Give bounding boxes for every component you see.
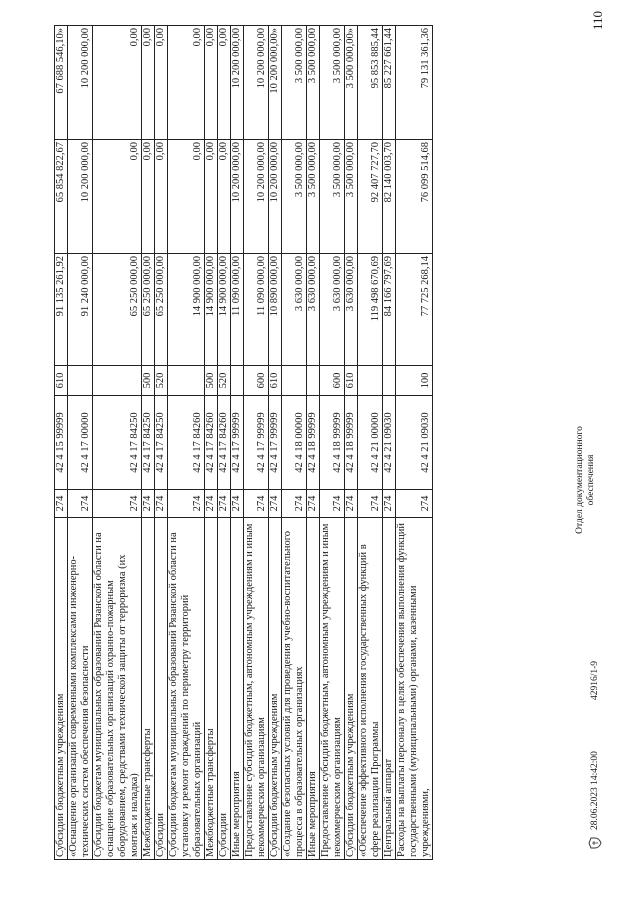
row-ved-code: 274 [155, 490, 168, 518]
row-name: Субсидии бюджетным учреждениям [55, 518, 68, 860]
row-amount-2025: 85 227 661,44 [383, 26, 396, 140]
row-amount-2023: 11 090 000,00 [231, 254, 244, 366]
row-name: Межбюджетные трансферты [205, 518, 218, 860]
row-ved-code: 274 [231, 490, 244, 518]
row-ved-code: 274 [320, 490, 345, 518]
row-name: Расходы на выплаты персоналу в целях обеспечения выполнения функций государственными (муниципальными) органами, казенными учреждениями, [396, 518, 433, 860]
row-name: Иные мероприятия [307, 518, 320, 860]
row-ved-code: 274 [55, 490, 68, 518]
row-name: Субсидии бюджетам муниципальных образований Рязанской области на оснащение образовательных организаций охранно-пожарным оборудованием, средствами технической защиты от терроризма (их монтаж и наладка) [93, 518, 142, 860]
row-expense-type [68, 366, 93, 396]
row-ved-code: 274 [142, 490, 155, 518]
row-amount-2025: 0,00 [168, 26, 205, 140]
row-amount-2025: 0,00 [218, 26, 231, 140]
row-target-article: 42 4 18 99999 [320, 396, 345, 490]
table-row [320, 26, 345, 860]
row-amount-2025: 0,00 [142, 26, 155, 140]
row-target-article: 42 4 15 99999 [55, 396, 68, 490]
row-amount-2023: 14 900 000,00 [205, 254, 218, 366]
row-name: Предоставление субсидий бюджетным, автономным учреждениям и иным некоммерческим организациям [320, 518, 345, 860]
row-target-article: 42 4 17 84260 [168, 396, 205, 490]
row-amount-2024: 76 099 514,68 [396, 140, 433, 254]
row-amount-2024: 3 500 000,00 [345, 140, 358, 254]
coat-of-arms-icon [588, 836, 602, 850]
row-target-article: 42 4 18 00000 [282, 396, 307, 490]
row-target-article: 42 4 21 09030 [396, 396, 433, 490]
row-amount-2023: 91 240 000,00 [68, 254, 93, 366]
row-amount-2024: 92 407 727,70 [358, 140, 383, 254]
row-ved-code: 274 [168, 490, 205, 518]
table-row [307, 26, 320, 860]
row-target-article: 42 4 17 84260 [218, 396, 231, 490]
row-ved-code: 274 [205, 490, 218, 518]
row-target-article: 42 4 17 84260 [205, 396, 218, 490]
table-row [168, 26, 205, 860]
budget-table-container [54, 26, 433, 860]
row-amount-2023: 3 630 000,00 [307, 254, 320, 366]
table-row [155, 26, 168, 860]
table-row [205, 26, 218, 860]
row-amount-2023: 65 250 000,00 [93, 254, 142, 366]
row-expense-type [168, 366, 205, 396]
row-ved-code: 274 [307, 490, 320, 518]
row-target-article: 42 4 17 99999 [244, 396, 269, 490]
row-target-article: 42 4 17 84250 [142, 396, 155, 490]
row-amount-2024: 3 500 000,00 [282, 140, 307, 254]
row-expense-type: 500 [205, 366, 218, 396]
row-name: «Оснащение организаций современными комплексами инженерно-технических систем обеспечения безопасности [68, 518, 93, 860]
table-row [68, 26, 93, 860]
row-amount-2023: 119 498 670,69 [358, 254, 383, 366]
row-amount-2024: 0,00 [155, 140, 168, 254]
table-row [383, 26, 396, 860]
row-name: Межбюджетные трансферты [142, 518, 155, 860]
budget-table [54, 25, 433, 860]
row-name: «Создание безопасных условий для проведения учебно-воспитательного процесса в образовательных организациях [282, 518, 307, 860]
row-target-article: 42 4 17 99999 [231, 396, 244, 490]
page-number: 110 [590, 10, 605, 30]
row-ved-code: 274 [358, 490, 383, 518]
row-expense-type: 100 [396, 366, 433, 396]
row-amount-2024: 0,00 [168, 140, 205, 254]
row-amount-2023: 65 250 000,00 [142, 254, 155, 366]
row-amount-2025: 0,00 [155, 26, 168, 140]
footer-doc-id: 42916/1-9 [590, 660, 600, 700]
row-amount-2025: 95 853 885,44 [358, 26, 383, 140]
row-amount-2025: 3 500 000,00 [307, 26, 320, 140]
row-expense-type [383, 366, 396, 396]
row-amount-2025: 0,00 [93, 26, 142, 140]
row-target-article: 42 4 17 84250 [93, 396, 142, 490]
row-ved-code: 274 [218, 490, 231, 518]
row-amount-2023: 3 630 000,00 [282, 254, 307, 366]
table-row [282, 26, 307, 860]
table-row [345, 26, 358, 860]
row-amount-2025: 10 200 000,00» [269, 26, 282, 140]
row-expense-type: 610 [345, 366, 358, 396]
row-target-article: 42 4 18 99999 [307, 396, 320, 490]
row-amount-2024: 10 200 000,00 [244, 140, 269, 254]
row-expense-type [93, 366, 142, 396]
row-expense-type [231, 366, 244, 396]
row-expense-type [307, 366, 320, 396]
row-expense-type: 520 [155, 366, 168, 396]
row-amount-2024: 10 200 000,00 [269, 140, 282, 254]
budget-table-body [55, 26, 433, 860]
row-amount-2024: 0,00 [93, 140, 142, 254]
row-amount-2024: 3 500 000,00 [320, 140, 345, 254]
row-amount-2023: 84 166 797,69 [383, 254, 396, 366]
row-amount-2025: 0,00 [205, 26, 218, 140]
row-name: Субсидии бюджетам муниципальных образований Рязанской области на установку и ремонт ограждений по периметру территорий образовательных организаций [168, 518, 205, 860]
row-amount-2025: 67 688 546,10» [55, 26, 68, 140]
row-amount-2025: 3 500 000,00 [282, 26, 307, 140]
table-row [244, 26, 269, 860]
row-amount-2024: 0,00 [205, 140, 218, 254]
row-target-article: 42 4 17 00000 [68, 396, 93, 490]
row-amount-2025: 3 500 000,00» [345, 26, 358, 140]
row-expense-type: 600 [320, 366, 345, 396]
row-ved-code: 274 [396, 490, 433, 518]
row-amount-2023: 65 250 000,00 [155, 254, 168, 366]
row-ved-code: 274 [244, 490, 269, 518]
row-amount-2024: 0,00 [218, 140, 231, 254]
row-name: Субсидии [155, 518, 168, 860]
row-name: Субсидии бюджетным учреждениям [269, 518, 282, 860]
row-expense-type: 600 [244, 366, 269, 396]
row-ved-code: 274 [282, 490, 307, 518]
row-amount-2024: 10 200 000,00 [68, 140, 93, 254]
row-amount-2023: 91 135 261,92 [55, 254, 68, 366]
row-amount-2023: 77 725 268,14 [396, 254, 433, 366]
row-ved-code: 274 [269, 490, 282, 518]
row-amount-2025: 10 200 000,00 [244, 26, 269, 140]
stamp-line-2: обеспечения [586, 454, 596, 506]
row-ved-code: 274 [93, 490, 142, 518]
row-expense-type [358, 366, 383, 396]
row-target-article: 42 4 17 99999 [269, 396, 282, 490]
stamp-line-1: Отдел документационного [575, 426, 585, 534]
row-target-article: 42 4 21 09030 [383, 396, 396, 490]
table-row [396, 26, 433, 860]
row-name: Предоставление субсидий бюджетным, автономным учреждениям и иным некоммерческим организациям [244, 518, 269, 860]
row-amount-2024: 10 200 000,00 [231, 140, 244, 254]
footer-date: 28.06.2023 14:42:00 [590, 751, 600, 830]
row-ved-code: 274 [383, 490, 396, 518]
page-footer [586, 450, 616, 850]
row-amount-2023: 14 900 000,00 [218, 254, 231, 366]
row-name: «Обеспечение эффективного исполнения государственных функций в сфере реализации Программы [358, 518, 383, 860]
row-name: Центральный аппарат [383, 518, 396, 860]
row-target-article: 42 4 17 84250 [155, 396, 168, 490]
row-amount-2024: 82 140 003,70 [383, 140, 396, 254]
table-row [142, 26, 155, 860]
row-amount-2023: 14 900 000,00 [168, 254, 205, 366]
row-amount-2023: 11 090 000,00 [244, 254, 269, 366]
row-amount-2025: 10 200 000,00 [231, 26, 244, 140]
row-expense-type: 610 [55, 366, 68, 396]
table-row [93, 26, 142, 860]
table-row [55, 26, 68, 860]
row-amount-2024: 65 854 822,67 [55, 140, 68, 254]
row-target-article: 42 4 21 00000 [358, 396, 383, 490]
row-ved-code: 274 [68, 490, 93, 518]
row-name: Иные мероприятия [231, 518, 244, 860]
table-row [218, 26, 231, 860]
row-expense-type: 610 [269, 366, 282, 396]
row-expense-type [282, 366, 307, 396]
row-amount-2023: 10 890 000,00 [269, 254, 282, 366]
row-name: Субсидии бюджетным учреждениям [345, 518, 358, 860]
table-row [358, 26, 383, 860]
row-expense-type: 500 [142, 366, 155, 396]
row-amount-2025: 10 200 000,00 [68, 26, 93, 140]
row-amount-2024: 3 500 000,00 [307, 140, 320, 254]
row-amount-2024: 0,00 [142, 140, 155, 254]
row-expense-type: 520 [218, 366, 231, 396]
row-amount-2023: 3 630 000,00 [345, 254, 358, 366]
table-row [269, 26, 282, 860]
row-amount-2025: 79 131 361,36 [396, 26, 433, 140]
row-name: Субсидии [218, 518, 231, 860]
row-target-article: 42 4 18 99999 [345, 396, 358, 490]
row-amount-2023: 3 630 000,00 [320, 254, 345, 366]
table-row [231, 26, 244, 860]
row-ved-code: 274 [345, 490, 358, 518]
row-amount-2025: 3 500 000,00 [320, 26, 345, 140]
